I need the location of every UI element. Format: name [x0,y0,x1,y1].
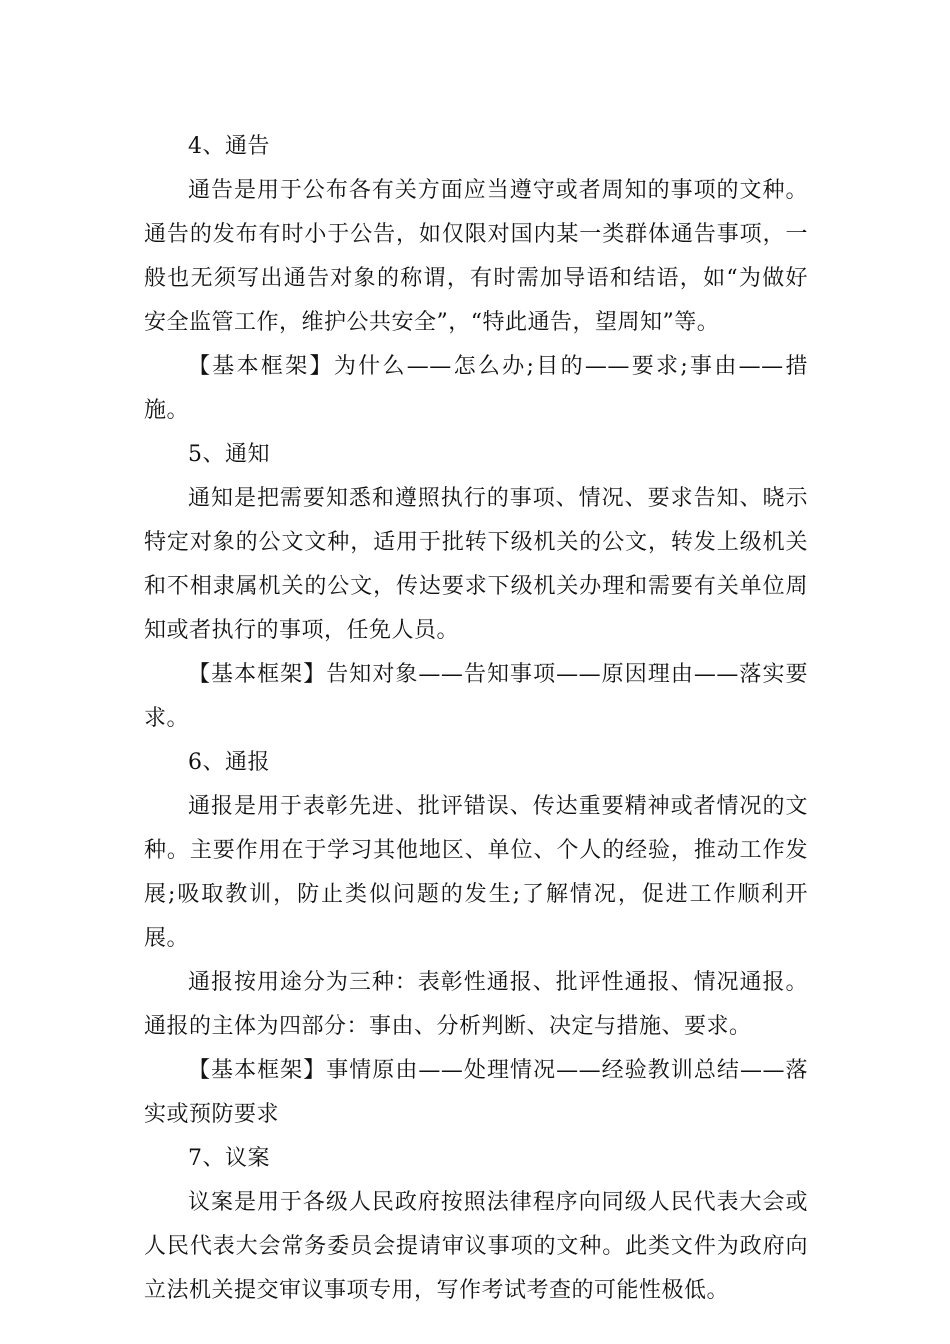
framework-paragraph: 【基本框架】告知对象——告知事项——原因理由——落实要求。 [144,662,808,731]
section-heading: 5、通知 [188,442,270,467]
section-heading: 6、通报 [188,750,270,775]
section-motion-yian [144,1137,808,1313]
section-notice-tongbao [144,741,808,1137]
body-paragraph: 通告是用于公布各有关方面应当遵守或者周知的事项的文种。通告的发布有时小于公告，如仅限对国内某一类群体通告事项，一般也无须写出通告对象的称谓，有时需加导语和结语，如“为做好安全监管工作，维护公共安全”，“特此通告，望周知”等。 [144,178,808,335]
framework-paragraph: 【基本框架】为什么——怎么办;目的——要求;事由——措施。 [144,354,808,423]
body-paragraph: 通知是把需要知悉和遵照执行的事项、情况、要求告知、晓示特定对象的公文文种，适用于批转下级机关的公文，转发上级机关和不相隶属机关的公文，传达要求下级机关办理和需要有关单位周知或者执行的事项，任免人员。 [144,486,808,643]
section-notice-tonggao [144,125,808,433]
body-paragraph: 议案是用于各级人民政府按照法律程序向同级人民代表大会或人民代表大会常务委员会提请审议事项的文种。此类文件为政府向立法机关提交审议事项专用，写作考试考查的可能性极低。 [144,1190,808,1303]
body-paragraph: 通报按用途分为三种：表彰性通报、批评性通报、情况通报。通报的主体为四部分：事由、分析判断、决定与措施、要求。 [144,970,808,1039]
framework-paragraph: 【基本框架】事情原由——处理情况——经验教训总结——落实或预防要求 [144,1058,808,1127]
document-body [144,125,808,1313]
section-notice-tongzhi [144,433,808,741]
section-heading: 4、通告 [188,134,270,159]
section-heading: 7、议案 [188,1146,270,1171]
body-paragraph: 通报是用于表彰先进、批评错误、传达重要精神或者情况的文种。主要作用在于学习其他地区、单位、个人的经验，推动工作发展;吸取教训，防止类似问题的发生;了解情况，促进工作顺利开展。 [144,794,808,951]
